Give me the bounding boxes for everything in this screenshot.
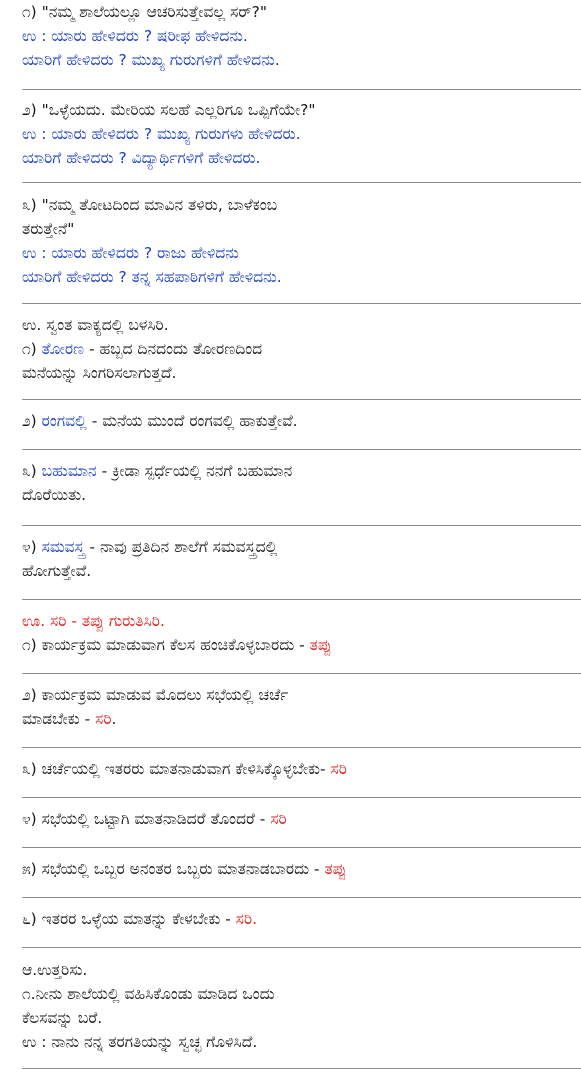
text-line (22, 633, 581, 657)
text-span: ೬) ಇತರರ ಒಳ್ಳೆಯ ಮಾತನ್ನು ಕೇಳಬೇಕು - (22, 910, 236, 928)
text-line (22, 146, 581, 170)
text-span: ೪) ಸಭೆಯಲ್ಲಿ ಒಟ್ಟಾಗಿ ಮಾತನಾಡಿದರೆ ತೊಂದರೆ - (22, 810, 271, 828)
text-span: ೩) ಚರ್ಚೆಯಲ್ಲಿ ಇತರರು ಮಾತನಾಡುವಾಗ ಕೇಳಿಸಿಕ್ಕೊಳ್ಳಬೇಕು- (22, 760, 331, 778)
text-line (22, 757, 581, 781)
text-span: ಉ : ನಾನು ನನ್ನ ತರಗತಿಯನ್ನು ಸ್ವಚ್ಛ ಗೊಳಿಸಿದೆ. (22, 1033, 258, 1051)
sentence-usage-section (22, 304, 581, 399)
text-line (22, 98, 581, 122)
true-false-5 (22, 848, 581, 897)
text-span: ೨) ಕಾರ್ಯಕ್ರಮ ಮಾಡುವ ಮೊದಲು ಸಭೆಯಲ್ಲಿ ಚರ್ಚೆ (22, 686, 289, 704)
true-false-6 (22, 898, 581, 947)
text-line (22, 459, 581, 483)
text-span: ಊ. ಸರಿ - ತಪ್ಪು ಗುರುತಿಸಿರಿ. (22, 612, 165, 630)
text-line (22, 683, 581, 707)
text-span: ಹೋಗುತ್ತೇವೆ. (22, 562, 92, 580)
text-span: ೧) "ನಮ್ಮ ಶಾಲೆಯಲ್ಲೂ ಆಚರಿಸುತ್ತೇವಲ್ಲ ಸರ್?" (22, 3, 267, 21)
text-span: ಮಾಡಬೇಕು - (22, 710, 96, 728)
true-false-2 (22, 674, 581, 747)
dialogue-question-3 (22, 183, 581, 303)
text-line (22, 1006, 581, 1030)
sentence-usage-4 (22, 526, 581, 599)
text-line (22, 857, 581, 881)
text-line (22, 241, 581, 265)
dialogue-question-1 (22, 0, 581, 82)
sentence-usage-2 (22, 400, 581, 449)
text-span: ತರುತ್ತೇನೆ" (22, 220, 75, 238)
text-span: ಆ.ಉತ್ತರಿಸು. (22, 961, 88, 979)
divider (22, 1068, 581, 1069)
text-span: ೨) (22, 412, 42, 430)
text-span: - ಮನೆಯ ಮುಂದೆ ರಂಗವಲ್ಲಿ ಹಾಕುತ್ತೇವೆ. (86, 412, 298, 430)
keyword-span: ರಂಗವಲ್ಲಿ (41, 412, 87, 430)
keyword-span: ಸಮವಸ್ತ್ರ (41, 538, 85, 556)
text-line (22, 361, 581, 385)
text-line (22, 559, 581, 583)
answer-span: ಯಾರಿಗೆ ಹೇಳಿದರು ? ವಿದ್ಯಾರ್ಥಿಗಳಿಗೆ ಹೇಳಿದರು. (22, 149, 261, 167)
text-line (22, 24, 581, 48)
text-line (22, 122, 581, 146)
keyword-span: ಬಹುಮಾನ (41, 462, 97, 480)
answer-mark: ಸರಿ (270, 810, 287, 828)
text-line (22, 0, 581, 24)
text-span: ೧) (22, 340, 42, 358)
text-line (22, 1030, 581, 1054)
text-span: . (252, 910, 258, 928)
text-span: ೪) (22, 538, 42, 556)
answer-span: ಉ : ಯಾರು ಹೇಳಿದರು ? ರಾಜು ಹೇಳಿದನು (22, 244, 239, 262)
text-line (22, 217, 581, 241)
text-line (22, 907, 581, 931)
answer-span: ಉ : ಯಾರು ಹೇಳಿದರು ? ಮುಖ್ಯ ಗುರುಗಳು ಹೇಳಿದರು. (22, 125, 301, 143)
text-span: ೧.ನೀನು ಶಾಲೆಯಲ್ಲಿ ವಹಿಸಿಕೊಂಡು ಮಾಡಿದ ಒಂದು (22, 985, 275, 1003)
text-line (22, 807, 581, 831)
text-line (22, 982, 581, 1006)
answer-span: ಉ : ಯಾರು ಹೇಳಿದರು ? ಷರೀಫ ಹೇಳಿದನು. (22, 27, 248, 45)
text-span: ಮನೆಯನ್ನು ಸಿಂಗರಿಸಲಾಗುತ್ತದೆ. (22, 364, 177, 382)
text-span: - ಕ್ರೀಡಾ ಸ್ಪರ್ಧೆಯಲ್ಲಿ ನನಗೆ ಬಹುಮಾನ (96, 462, 293, 480)
keyword-span: ತೋರಣ (41, 340, 85, 358)
answer-mark: ಸರಿ (330, 760, 347, 778)
text-line (22, 48, 581, 72)
section-heading (22, 609, 581, 633)
answer-section (22, 948, 581, 1068)
true-false-4 (22, 798, 581, 847)
answer-mark: ಸರಿ (235, 910, 253, 928)
text-line (22, 193, 581, 217)
text-line (22, 409, 581, 433)
text-span: ದೊರೆಯಿತು. (22, 486, 87, 504)
dialogue-question-2 (22, 90, 581, 182)
text-line (22, 483, 581, 507)
text-line (22, 265, 581, 289)
section-heading (22, 958, 581, 982)
text-line (22, 535, 581, 559)
text-span: ಕೆಲಸವನ್ನು ಬರೆ. (22, 1009, 103, 1027)
text-span: ೫) ಸಭೆಯಲ್ಲಿ ಒಬ್ಬರ ಅನಂತರ ಒಬ್ಬರು ಮಾತನಾಡಬಾರದು - (22, 860, 325, 878)
text-span: ೨) "ಒಳ್ಳೆಯದು. ಮೇರಿಯ ಸಲಹೆ ಎಲ್ಲರಿಗೂ ಒಪ್ಪಿಗೆಯೇ?" (22, 101, 316, 119)
answer-mark: ಸರಿ (95, 710, 112, 728)
text-span: . (111, 710, 117, 728)
text-span: - ನಾವು ಪ್ರತಿದಿನ ಶಾಲೆಗೆ ಸಮವಸ್ತ್ರದಲ್ಲಿ (84, 538, 278, 556)
sentence-usage-3 (22, 450, 581, 525)
text-span: ೩) (22, 462, 42, 480)
text-span: - ಹಬ್ಬದ ದಿನದಂದು ತೋರಣದಿಂದ (84, 340, 263, 358)
section-heading (22, 313, 581, 337)
text-line (22, 707, 581, 731)
answer-span: ಯಾರಿಗೆ ಹೇಳಿದರು ? ತನ್ನ ಸಹಪಾಠಿಗಳಿಗೆ ಹೇಳಿದನು. (22, 268, 282, 286)
answer-mark: ತಪ್ಪು (324, 860, 347, 878)
answer-span: ಯಾರಿಗೆ ಹೇಳಿದರು ? ಮುಖ್ಯ ಗುರುಗಳಿಗೆ ಹೇಳಿದನು. (22, 51, 280, 69)
text-span: ಉ. ಸ್ವಂತ ವಾಕ್ಯದಲ್ಲಿ ಬಳಸಿರಿ. (22, 316, 169, 334)
true-false-section (22, 600, 581, 673)
text-span: ೩) "ನಮ್ಮ ತೋಟದಿಂದ ಮಾವಿನ ತಳಿರು, ಬಾಳೆಕಂಬ (22, 196, 278, 214)
true-false-3 (22, 748, 581, 797)
answer-mark: ತಪ್ಪು (309, 636, 332, 654)
text-span: ೧) ಕಾರ್ಯಕ್ರಮ ಮಾಡುವಾಗ ಕೆಲಸ ಹಂಚಿಕೊಳ್ಳಬಾರದು - (22, 636, 310, 654)
text-line (22, 337, 581, 361)
